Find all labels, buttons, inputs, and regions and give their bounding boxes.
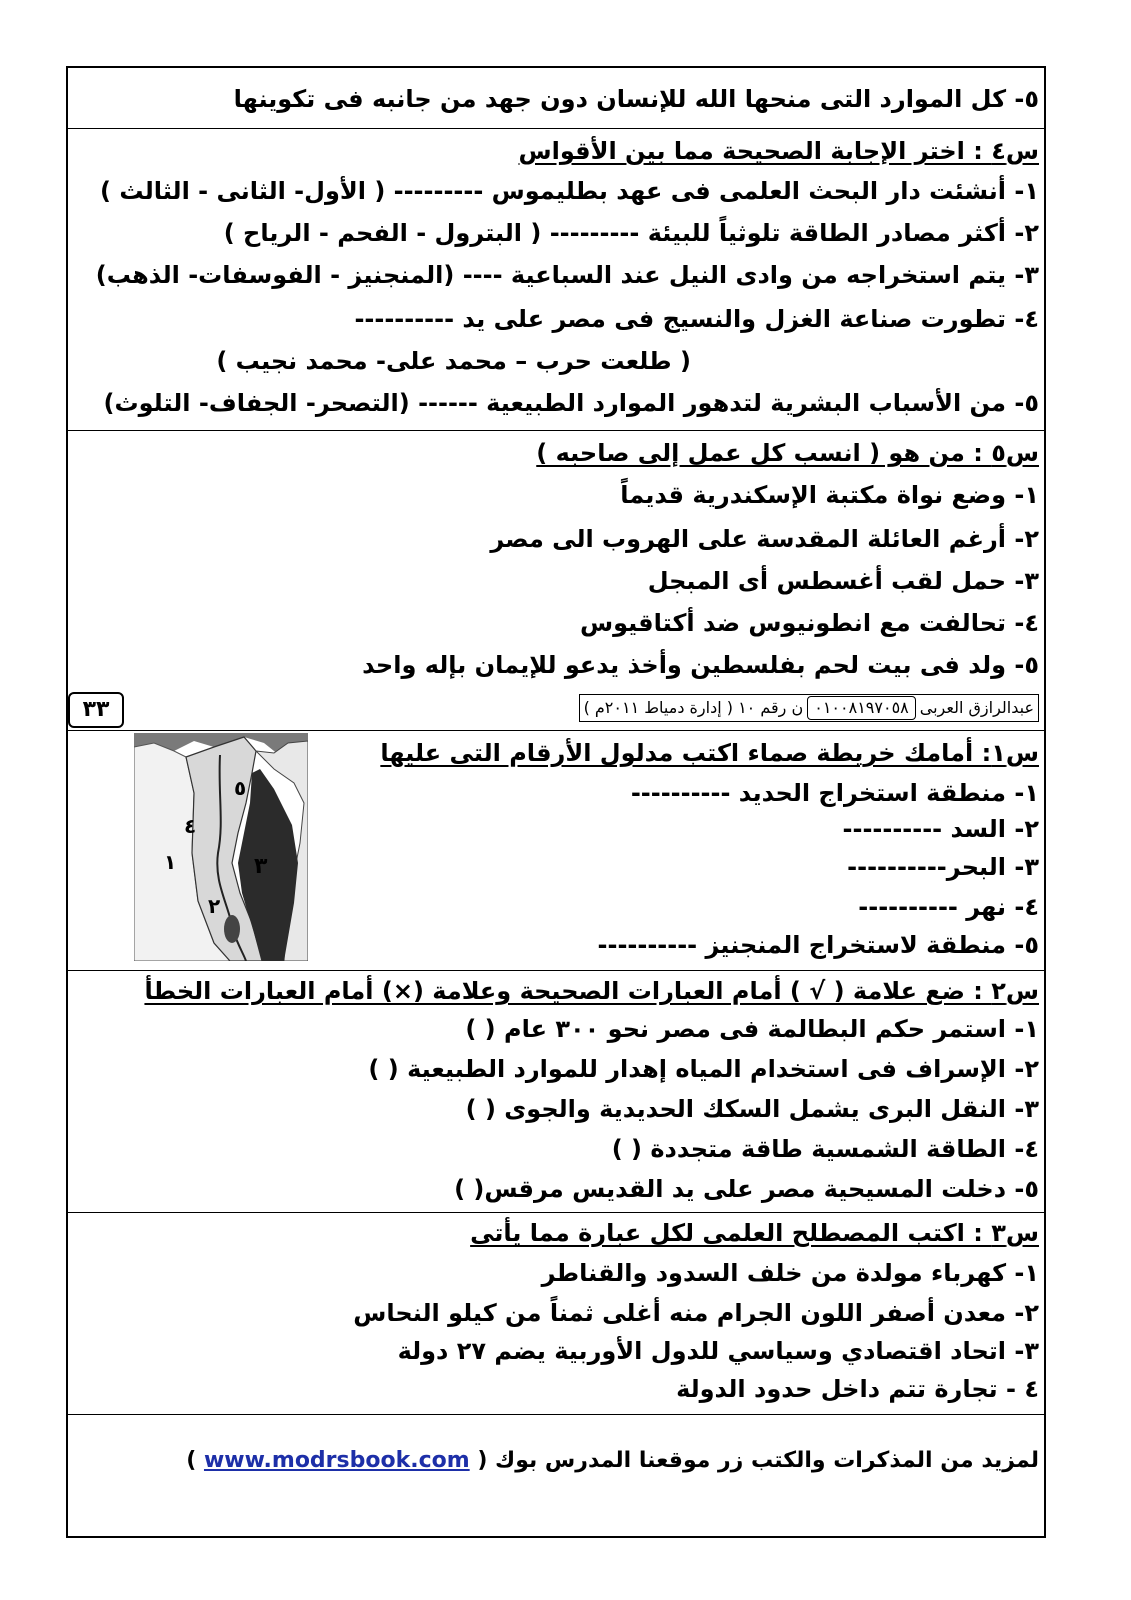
blank-map-egypt <box>134 733 308 961</box>
q2-item-4: ٤- الطاقة الشمسية طاقة متجددة ( ) <box>611 1135 1039 1163</box>
q5-item-4: ٤- تحالفت مع انطونيوس ضد أكتاقيوس <box>579 609 1039 637</box>
q4-item-3: ٣- يتم استخراجه من وادى النيل عند السباعية ---- (المنجنيز - الفوسفات- الذهب) <box>95 261 1039 289</box>
q3-item-2: ٢- معدن أصفر اللون الجرام منه أغلى ثمناً من كيلو النحاس <box>353 1299 1039 1327</box>
phone-number: ٠١٠٠٨١٩٧٠٥٨ <box>807 696 916 720</box>
author-info <box>579 694 1039 722</box>
bottom-close: ) <box>186 1448 197 1473</box>
bottom-promo <box>186 1446 1039 1476</box>
q4-title: س٤ : اختر الإجابة الصحيحة مما بين الأقواس <box>518 137 1039 165</box>
q2-item-2: ٢- الإسراف فى استخدام المياه إهدار للموارد الطبيعية ( ) <box>368 1055 1039 1083</box>
q1-item-5: ٥- منطقة لاستخراج المنجنيز ---------- <box>597 931 1039 959</box>
q5-item-1: ١- وضع نواة مكتبة الإسكندرية قديماً <box>620 481 1039 509</box>
q5-title: س٥ : من هو ( انسب كل عمل إلى صاحبه ) <box>536 439 1039 467</box>
website-link[interactable]: www.modrsbook.com <box>203 1448 470 1473</box>
map-label-1: ١ <box>164 850 177 874</box>
author-name: عبدالرازق العربى <box>919 698 1034 717</box>
q3-title: س٣ : اكتب المصطلح العلمى لكل عبارة مما يأتى <box>470 1219 1039 1247</box>
q2-item-5: ٥- دخلت المسيحية مصر على يد القديس مرقس( ) <box>454 1175 1039 1203</box>
divider <box>66 430 1046 431</box>
q2-item-3: ٣- النقل البرى يشمل السكك الحديدية والجوى ( ) <box>465 1095 1039 1123</box>
map-svg <box>134 733 308 961</box>
q1-item-2: ٢- السد ---------- <box>842 815 1039 843</box>
q3-item-4: ٤ - تجارة تتم داخل حدود الدولة <box>676 1375 1039 1403</box>
q1-title: س١: أمامك خريطة صماء اكتب مدلول الأرقام التى عليها <box>380 739 1039 767</box>
q2-item-1: ١- استمر حكم البطالمة فى مصر نحو ٣٠٠ عام ( ) <box>465 1015 1039 1043</box>
bottom-text: لمزيد من المذكرات والكتب زر موقعنا المدرس بوك ( <box>477 1448 1039 1473</box>
q5-item-2: ٢- أرغم العائلة المقدسة على الهروب الى مصر <box>490 525 1039 553</box>
q1-item-1: ١- منطقة استخراج الحديد ---------- <box>630 779 1039 807</box>
divider <box>66 1414 1046 1415</box>
q1-item-4: ٤- نهر ---------- <box>858 893 1039 921</box>
lake-nasser <box>224 915 240 943</box>
divider <box>66 970 1046 971</box>
q4-item-1: ١- أنشئت دار البحث العلمى فى عهد بطليموس --------- ( الأول- الثانى - الثالث ) <box>100 177 1039 205</box>
author-extra: ن رقم ١٠ ( إدارة دمياط ٢٠١١م ) <box>583 698 804 717</box>
divider <box>66 1212 1046 1213</box>
map-label-2: ٢ <box>208 894 221 918</box>
page-number: ٣٣ <box>68 692 124 728</box>
divider <box>66 730 1046 731</box>
q5-item-3: ٣- حمل لقب أغسطس أى المبجل <box>647 567 1039 595</box>
map-label-3: ٣ <box>254 854 268 879</box>
q4-item-4-choices: ( طلعت حرب – محمد على- محمد نجيب ) <box>216 347 691 375</box>
q3-item-3: ٣- اتحاد اقتصادي وسياسي للدول الأوربية يضم ٢٧ دولة <box>397 1337 1039 1365</box>
q2-title: س٢ : ضع علامة ( √ ) أمام العبارات الصحيحة وعلامة (×) أمام العبارات الخطأ <box>144 977 1039 1005</box>
q3-item-1: ١- كهرباء مولدة من خلف السدود والقناطر <box>541 1259 1039 1287</box>
q1-item-3: ٣- البحر---------- <box>847 853 1039 881</box>
q4-item-2: ٢- أكثر مصادر الطاقة تلوثياً للبيئة --------- ( البترول - الفحم - الرياح ) <box>223 219 1039 247</box>
q4-item-4: ٤- تطورت صناعة الغزل والنسيج فى مصر على يد ---------- <box>354 305 1039 333</box>
top-line-5: ٥- كل الموارد التى منحها الله للإنسان دون جهد من جانبه فى تكوينها <box>233 85 1039 113</box>
map-label-5: ٥ <box>234 776 247 800</box>
map-label-4: ٤ <box>184 814 197 838</box>
q5-item-5: ٥- ولد فى بيت لحم بفلسطين وأخذ يدعو للإيمان بإله واحد <box>362 651 1039 679</box>
divider <box>66 128 1046 129</box>
q4-item-5: ٥- من الأسباب البشرية لتدهور الموارد الطبيعية ------ (التصحر- الجفاف- التلوث) <box>103 389 1039 417</box>
